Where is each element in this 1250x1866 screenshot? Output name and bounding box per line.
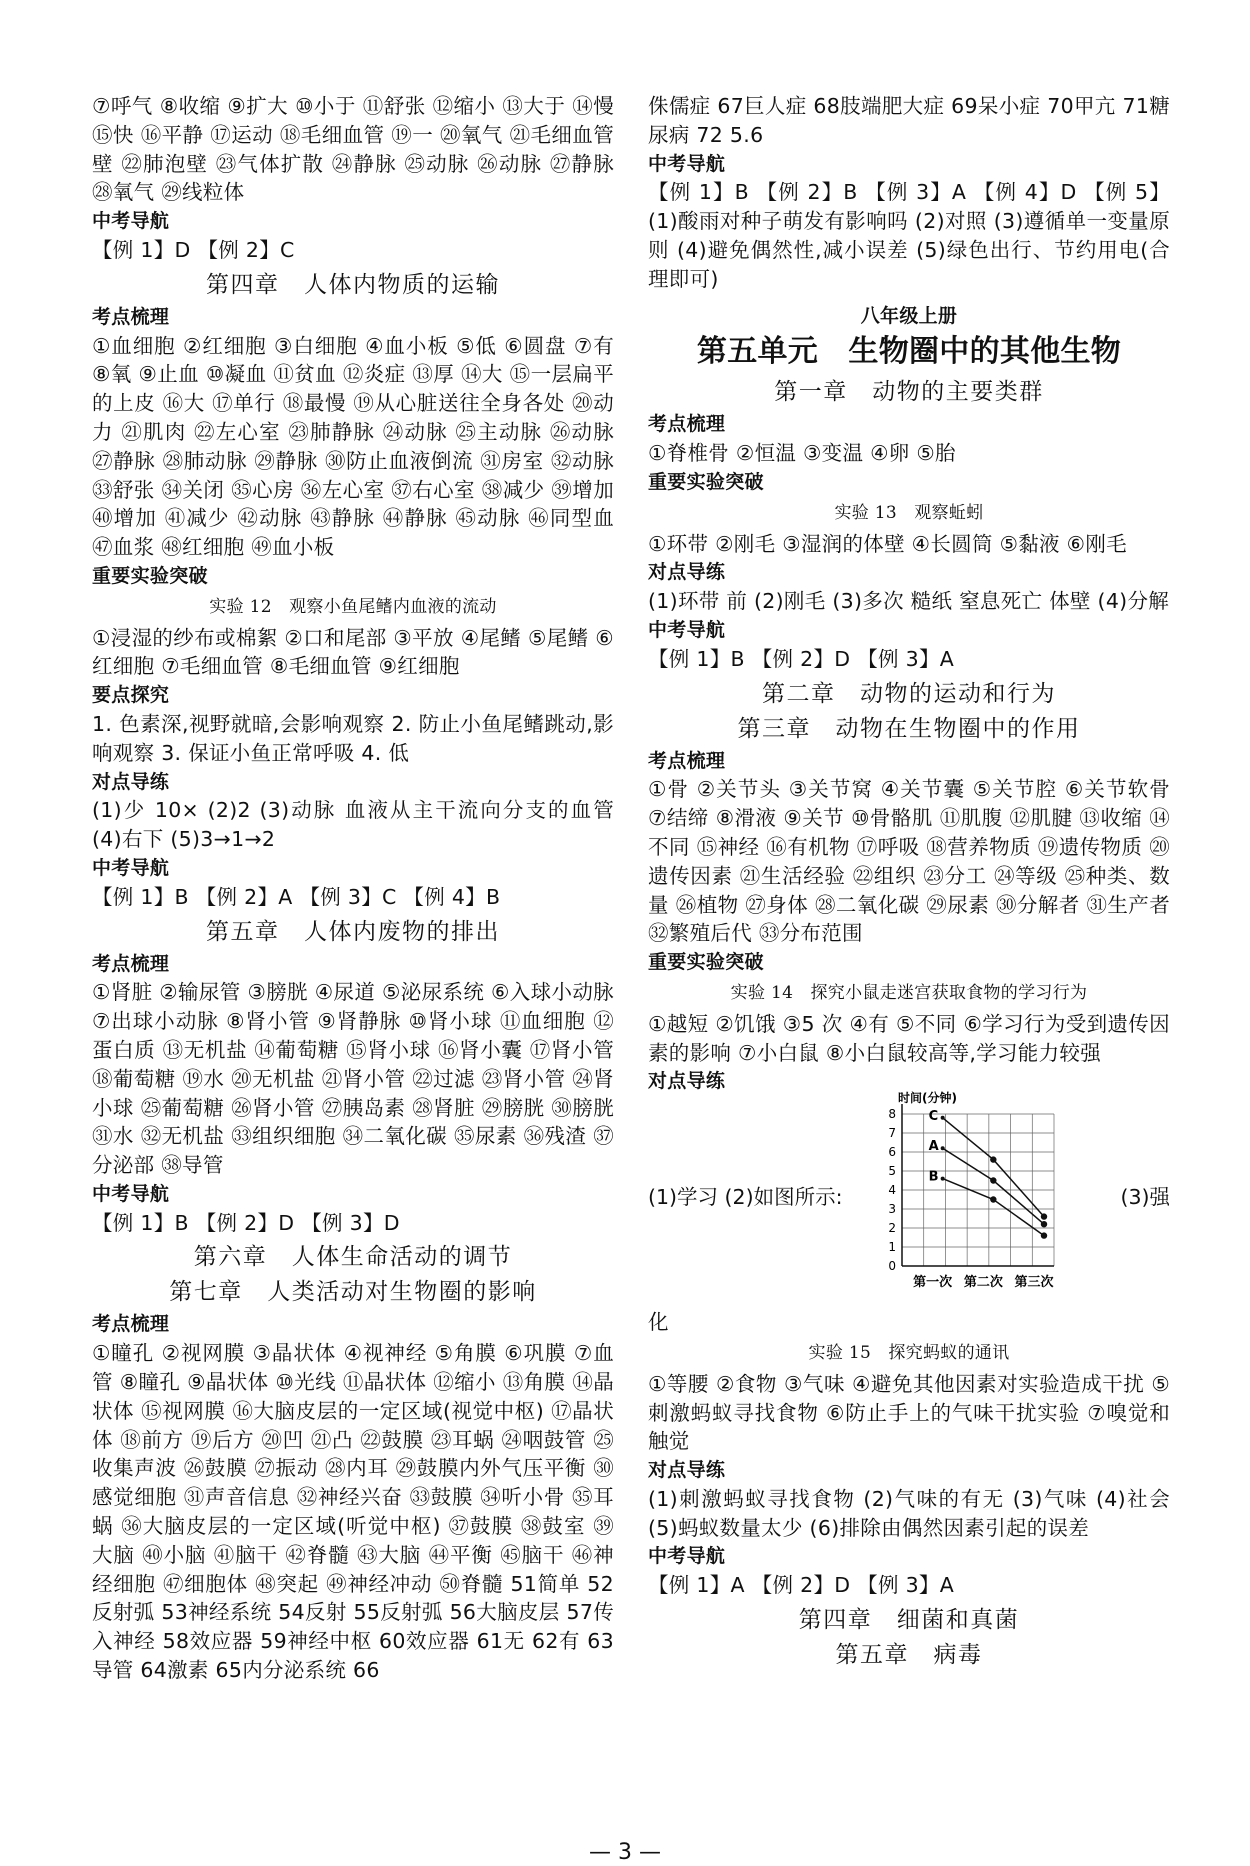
chapter-title: 第四章 细菌和真菌 [798, 1607, 1020, 1634]
answer-text: 【例 1】B 【例 2】D 【例 3】A [648, 646, 955, 671]
answer-text: 【例 1】A 【例 2】D 【例 3】A [648, 1573, 955, 1598]
answer-text: ①环带 ②刚毛 ③湿润的体壁 ④长圆筒 ⑤黏液 ⑥刚毛 [648, 531, 1127, 556]
chart-left-text: (1)学习 (2)如图所示: [648, 1185, 843, 1210]
left-column [92, 92, 614, 1685]
answer-text: ⑦呼气 ⑧收缩 ⑨扩大 ⑩小于 ⑪舒张 ⑫缩小 ⑬大于 ⑭慢 ⑮快 ⑯平静 ⑰运动 ⑱毛细血管 ⑲一 ⑳氧气 ㉑毛细血管壁 ㉒肺泡壁 ㉓气体扩散 ㉔静脉 ㉕动脉 ㉖动脉 ㉗静脉 ㉘氧气 ㉙线粒体 [92, 94, 614, 205]
answer-text: ①骨 ②关节头 ③关节窝 ④关节囊 ⑤关节腔 ⑥关节软骨 ⑦结缔 ⑧滑液 ⑨关节 ⑩骨骼肌 ⑪肌腹 ⑫肌腱 ⑬收缩 ⑭不同 ⑮神经 ⑯有机物 ⑰呼吸 ⑱营养物质 ⑲遗传物质 ⑳遗传因素 ㉑生活经验 ㉒组织 ㉓分工 ㉔等级 ㉕种类、数量 ㉖植物 ㉗身体 ㉘二氧化碳 ㉙尿素 ㉚分解者 ㉛生产者 ㉜繁殖后代 ㉝分布范围 [648, 777, 1170, 946]
y-tick-label: 5 [888, 1164, 896, 1179]
section-heading: 中考导航 [92, 856, 170, 879]
y-axis-label: 时间(分钟) [898, 1091, 957, 1106]
answer-text: ①浸湿的纱布或棉絮 ②口和尾部 ③平放 ④尾鳍 ⑤尾鳍 ⑥红细胞 ⑦毛细血管 ⑧毛细血管 ⑨红细胞 [92, 625, 614, 679]
x-tick-label: 第一次 [913, 1275, 953, 1291]
section-heading: 考点梳理 [92, 305, 170, 328]
y-tick-label: 8 [888, 1107, 896, 1122]
answer-text: (1)环带 前 (2)刚毛 (3)多次 糙纸 窒息死亡 体壁 (4)分解 [648, 589, 1170, 614]
y-tick-label: 2 [888, 1221, 896, 1236]
section-heading: 重要实验突破 [648, 470, 764, 493]
experiment-title: 实验 13 观察蚯蚓 [834, 502, 984, 523]
data-point-C [941, 1116, 945, 1120]
answer-text: ①肾脏 ②输尿管 ③膀胱 ④尿道 ⑤泌尿系统 ⑥入球小动脉 ⑦出球小动脉 ⑧肾小管 ⑨肾静脉 ⑩肾小球 ⑪血细胞 ⑫蛋白质 ⑬无机盐 ⑭葡萄糖 ⑮肾小球 ⑯肾小囊 ⑰肾小管 ⑱葡萄糖 ⑲水 ⑳无机盐 ㉑肾小管 ㉒过滤 ㉓肾小管 ㉔肾小球 ㉕葡萄糖 ㉖肾小管 ㉗胰岛素 ㉘肾脏 ㉙膀胱 ㉚膀胱 ㉛水 ㉜无机盐 ㉝组织细胞 ㉞二氧化碳 ㉟尿素 ㊱残渣 ㊲分泌部 ㊳导管 [92, 980, 614, 1178]
series-label-C: C [928, 1108, 939, 1124]
section-heading: 考点梳理 [92, 1313, 170, 1336]
data-point-C [990, 1157, 996, 1163]
chapter-title: 第一章 动物的主要类群 [774, 379, 1044, 406]
data-point-B [1041, 1233, 1047, 1239]
section-heading: 中考导航 [648, 618, 726, 641]
answer-text: (1)少 10× (2)2 (3)动脉 血液从主干流向分支的血管 (4)右下 (5)3→1→2 [92, 798, 614, 852]
experiment-title: 实验 12 观察小鱼尾鳍内血液的流动 [209, 596, 497, 617]
experiment-title: 实验 15 探究蚂蚁的通讯 [808, 1342, 1010, 1363]
chart-right-text: (3)强 [1120, 1185, 1170, 1210]
section-heading: 考点梳理 [648, 749, 726, 772]
x-tick-label: 第三次 [1014, 1275, 1054, 1291]
answer-text: ①等腰 ②食物 ③气味 ④避免其他因素对实验造成干扰 ⑤刺激蚂蚁寻找食物 ⑥防止手上的气味干扰实验 ⑦嗅觉和触觉 [648, 1371, 1170, 1454]
section-heading: 重要实验突破 [92, 564, 208, 587]
section-heading: 中考导航 [648, 152, 726, 175]
answer-text: 【例 1】B 【例 2】D 【例 3】D [92, 1210, 400, 1235]
section-heading: 中考导航 [648, 1545, 726, 1568]
answer-text: 侏儒症 67巨人症 68肢端肥大症 69呆小症 70甲亢 71糖尿病 72 5.6 [648, 94, 1170, 147]
page-number: — 3 — [589, 1840, 661, 1865]
section-heading: 对点导练 [92, 770, 170, 793]
experiment-title: 实验 14 探究小鼠走迷宫获取食物的学习行为 [730, 982, 1088, 1003]
answer-text: 【例 1】D 【例 2】C [92, 237, 295, 262]
chapter-title: 第六章 人体生命活动的调节 [193, 1244, 513, 1271]
line-chart [878, 1091, 1058, 1308]
answer-text: 1. 色素深,视野就暗,会影响观察 2. 防止小鱼尾鳍跳动,影响观察 3. 保证小鱼正常呼吸 4. 低 [92, 711, 614, 765]
answer-text: ①脊椎骨 ②恒温 ③变温 ④卵 ⑤胎 [648, 441, 956, 466]
data-point-A [1041, 1221, 1047, 1227]
x-tick-label: 第二次 [963, 1275, 1003, 1291]
chapter-title: 第五章 人体内废物的排出 [206, 918, 500, 945]
unit-title: 第五单元 生物圈中的其他生物 [696, 334, 1122, 370]
chapter-title: 第五章 病毒 [835, 1642, 983, 1669]
right-column [648, 92, 1170, 1673]
y-tick-label: 1 [888, 1240, 896, 1255]
data-point-A [941, 1146, 945, 1150]
section-heading: 中考导航 [92, 1182, 170, 1205]
answer-text: 化 [648, 1310, 669, 1335]
data-point-C [1041, 1214, 1047, 1220]
series-line-B [943, 1179, 1044, 1236]
chapter-title: 第二章 动物的运动和行为 [762, 680, 1056, 707]
y-tick-label: 0 [888, 1259, 896, 1274]
section-heading: 中考导航 [92, 210, 170, 233]
series-label-B: B [928, 1169, 939, 1185]
section-heading: 重要实验突破 [648, 951, 764, 974]
answer-text: ①瞳孔 ②视网膜 ③晶状体 ④视神经 ⑤角膜 ⑥巩膜 ⑦血管 ⑧瞳孔 ⑨晶状体 ⑩光线 ⑪晶状体 ⑫缩小 ⑬角膜 ⑭晶状体 ⑮视网膜 ⑯大脑皮层的一定区域(视觉中枢) ⑰晶状体 ⑱前方 ⑲后方 ⑳凹 ㉑凸 ㉒鼓膜 ㉓耳蜗 ㉔咽鼓管 ㉕收集声波 ㉖鼓膜 ㉗振动 ㉘内耳 ㉙鼓膜内外气压平衡 ㉚感觉细胞 ㉛声音信息 ㉜神经兴奋 ㉝鼓膜 ㉞听小骨 ㉟耳蜗 ㊱大脑皮层的一定区域(听觉中枢) ㊲鼓膜 ㊳鼓室 ㊴大脑 ㊵小脑 ㊶脑干 ㊷脊髓 ㊸大脑 ㊹平衡 ㊺脑干 ㊻神经细胞 ㊼细胞体 ㊽突起 ㊾神经冲动 ㊿脊髓 51简单 52反射弧 53神经系统 54反射 55反射弧 56大脑皮层 57传入神经 58效应器 59神经中枢 60效应器 61无 62有 63导管 64激素 65内分泌系统 66 [92, 1341, 614, 1683]
y-tick-label: 6 [888, 1145, 896, 1160]
section-heading: 要点探究 [92, 684, 170, 707]
section-heading: 对点导练 [648, 1070, 726, 1093]
answer-text: ①血细胞 ②红细胞 ③白细胞 ④血小板 ⑤低 ⑥圆盘 ⑦有 ⑧氧 ⑨止血 ⑩凝血 ⑪贫血 ⑫炎症 ⑬厚 ⑭大 ⑮一层扁平的上皮 ⑯大 ⑰单行 ⑱最慢 ⑲从心脏送往全身各处 ⑳动力 ㉑肌肉 ㉒左心室 ㉓肺静脉 ㉔动脉 ㉕主动脉 ㉖动脉 ㉗静脉 ㉘肺动脉 ㉙静脉 ㉚防止血液倒流 ㉛房室 ㉜动脉 ㉝舒张 ㉞关闭 ㉟心房 ㊱左心室 ㊲右心室 ㊳减少 ㊴增加 ㊵增加 ㊶减少 ㊷动脉 ㊸静脉 ㊹静脉 ㊺动脉 ㊻同型血 ㊼血浆 ㊽红细胞 ㊾血小板 [92, 333, 614, 560]
y-tick-label: 3 [888, 1202, 896, 1217]
data-point-A [990, 1177, 996, 1183]
answer-text: ①越短 ②饥饿 ③5 次 ④有 ⑤不同 ⑥学习行为受到遗传因素的影响 ⑦小白鼠 ⑧小白鼠较高等,学习能力较强 [648, 1011, 1170, 1065]
data-point-B [941, 1177, 945, 1181]
answer-text: (1)刺激蚂蚁寻找食物 (2)气味的有无 (3)气味 (4)社会 (5)蚂蚁数量太少 (6)排除由偶然因素引起的误差 [648, 1486, 1170, 1540]
grade-title: 八年级上册 [860, 304, 958, 327]
section-heading: 考点梳理 [648, 413, 726, 436]
section-heading: 对点导练 [648, 1459, 726, 1482]
chapter-title: 第三章 动物在生物圈中的作用 [737, 715, 1081, 742]
chapter-title: 第七章 人类活动对生物圈的影响 [169, 1279, 537, 1306]
answer-text: 【例 1】B 【例 2】B 【例 3】A 【例 4】D 【例 5】(1)酸雨对种子萌发有影响吗 (2)对照 (3)遵循单一变量原则 (4)避免偶然性,减小误差 (5)绿色出行、节约用电(合理即可) [648, 180, 1170, 291]
section-heading: 考点梳理 [92, 952, 170, 975]
y-tick-label: 7 [888, 1126, 896, 1141]
data-point-B [990, 1196, 996, 1202]
series-label-A: A [928, 1139, 939, 1155]
answer-text: 【例 1】B 【例 2】A 【例 3】C 【例 4】B [92, 884, 501, 909]
y-tick-label: 4 [888, 1183, 896, 1198]
section-heading: 对点导练 [648, 561, 726, 584]
chapter-title: 第四章 人体内物质的运输 [206, 271, 500, 298]
chart-answer-row [648, 1091, 1170, 1308]
